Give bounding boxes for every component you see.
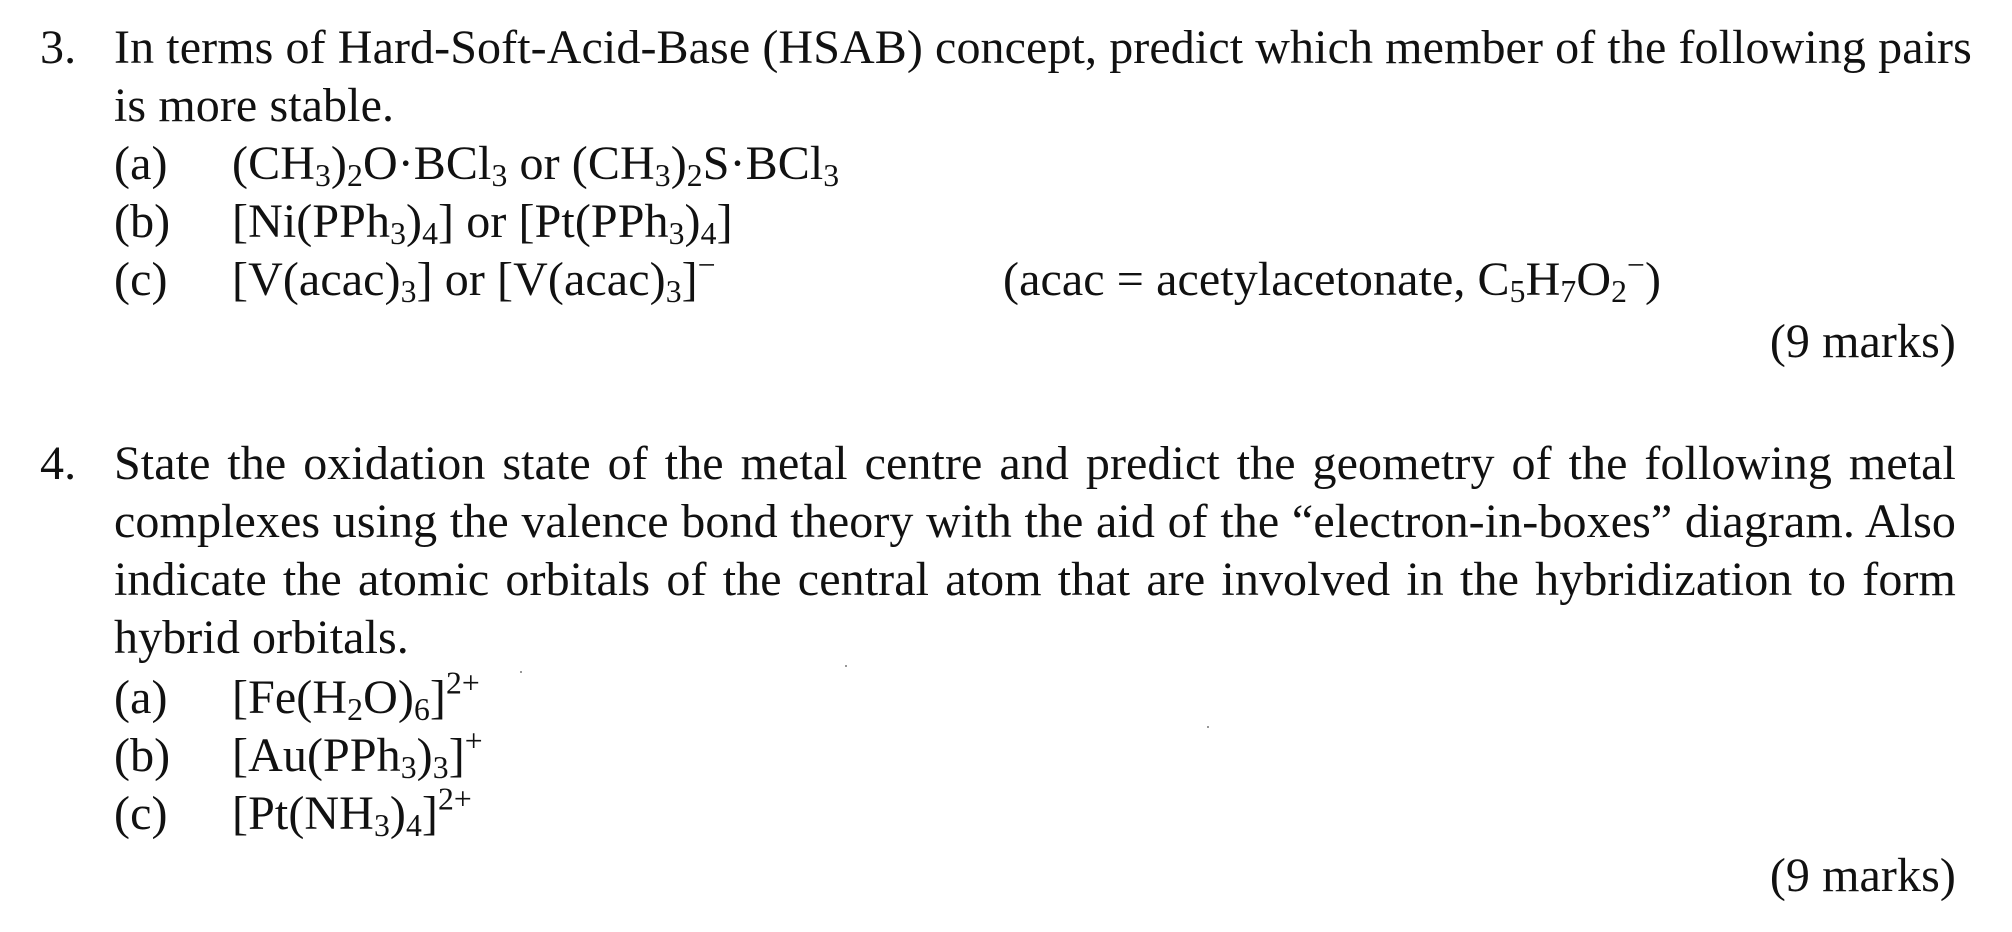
question-4-item-a-label: (a) [114, 671, 168, 724]
question-4-prompt-line-3: indicate the atomic orbitals of the central atom that are involved in the hybridization to form [114, 553, 1956, 606]
question-3-number: 3. [40, 21, 77, 74]
question-4-item-c-formula: $[Pt(NH_3)_4]^{2+}$ [232, 781, 472, 843]
question-3-item-c-label: (c) [114, 253, 168, 306]
question-3-item-c-note: (acac = acetylacetonate, $C_5H_7O_2^-$) [1003, 247, 1662, 309]
question-3-prompt-line-1: In terms of Hard-Soft-Acid-Base (HSAB) concept, predict which member of the following pairs [114, 21, 1972, 74]
question-4-number: 4. [40, 437, 77, 490]
question-4-item-a-formula: $[Fe(H_2O)_6]^{2+}$ [232, 665, 480, 727]
question-4-prompt-line-2: complexes using the valence bond theory with the aid of the “electron-in-boxes” diagram. Also [114, 495, 1956, 548]
question-3-item-a-formula: $(CH_3)_2O\cdot BCl_3$ or $(CH_3)_2S\cdot BCl_3$ [232, 137, 840, 193]
question-3-prompt-line-2: is more stable. [114, 79, 395, 132]
question-3-item-a-label: (a) [114, 137, 168, 190]
question-4-marks: (9 marks) [1769, 849, 1956, 902]
question-3-marks: (9 marks) [1769, 315, 1956, 368]
question-4-prompt-line-1: State the oxidation state of the metal centre and predict the geometry of the following metal [114, 437, 1956, 490]
scan-speck [845, 665, 847, 667]
question-4-item-b-formula: $[Au(PPh_3)_3]^+$ [232, 723, 483, 785]
question-4-item-b-label: (b) [114, 729, 171, 782]
question-4-item-c-label: (c) [114, 787, 168, 840]
scan-speck [520, 671, 522, 673]
question-3-item-b-formula: $[Ni(PPh_3)_4]$ or $[Pt(PPh_3)_4]$ [232, 195, 733, 251]
question-3-item-c-formula: $[V(acac)_3]$ or $[V(acac)_3]^-$ [232, 247, 716, 309]
question-3-item-b-label: (b) [114, 195, 171, 248]
scan-speck [1207, 726, 1209, 728]
question-4-prompt-line-4: hybrid orbitals. [114, 611, 409, 664]
